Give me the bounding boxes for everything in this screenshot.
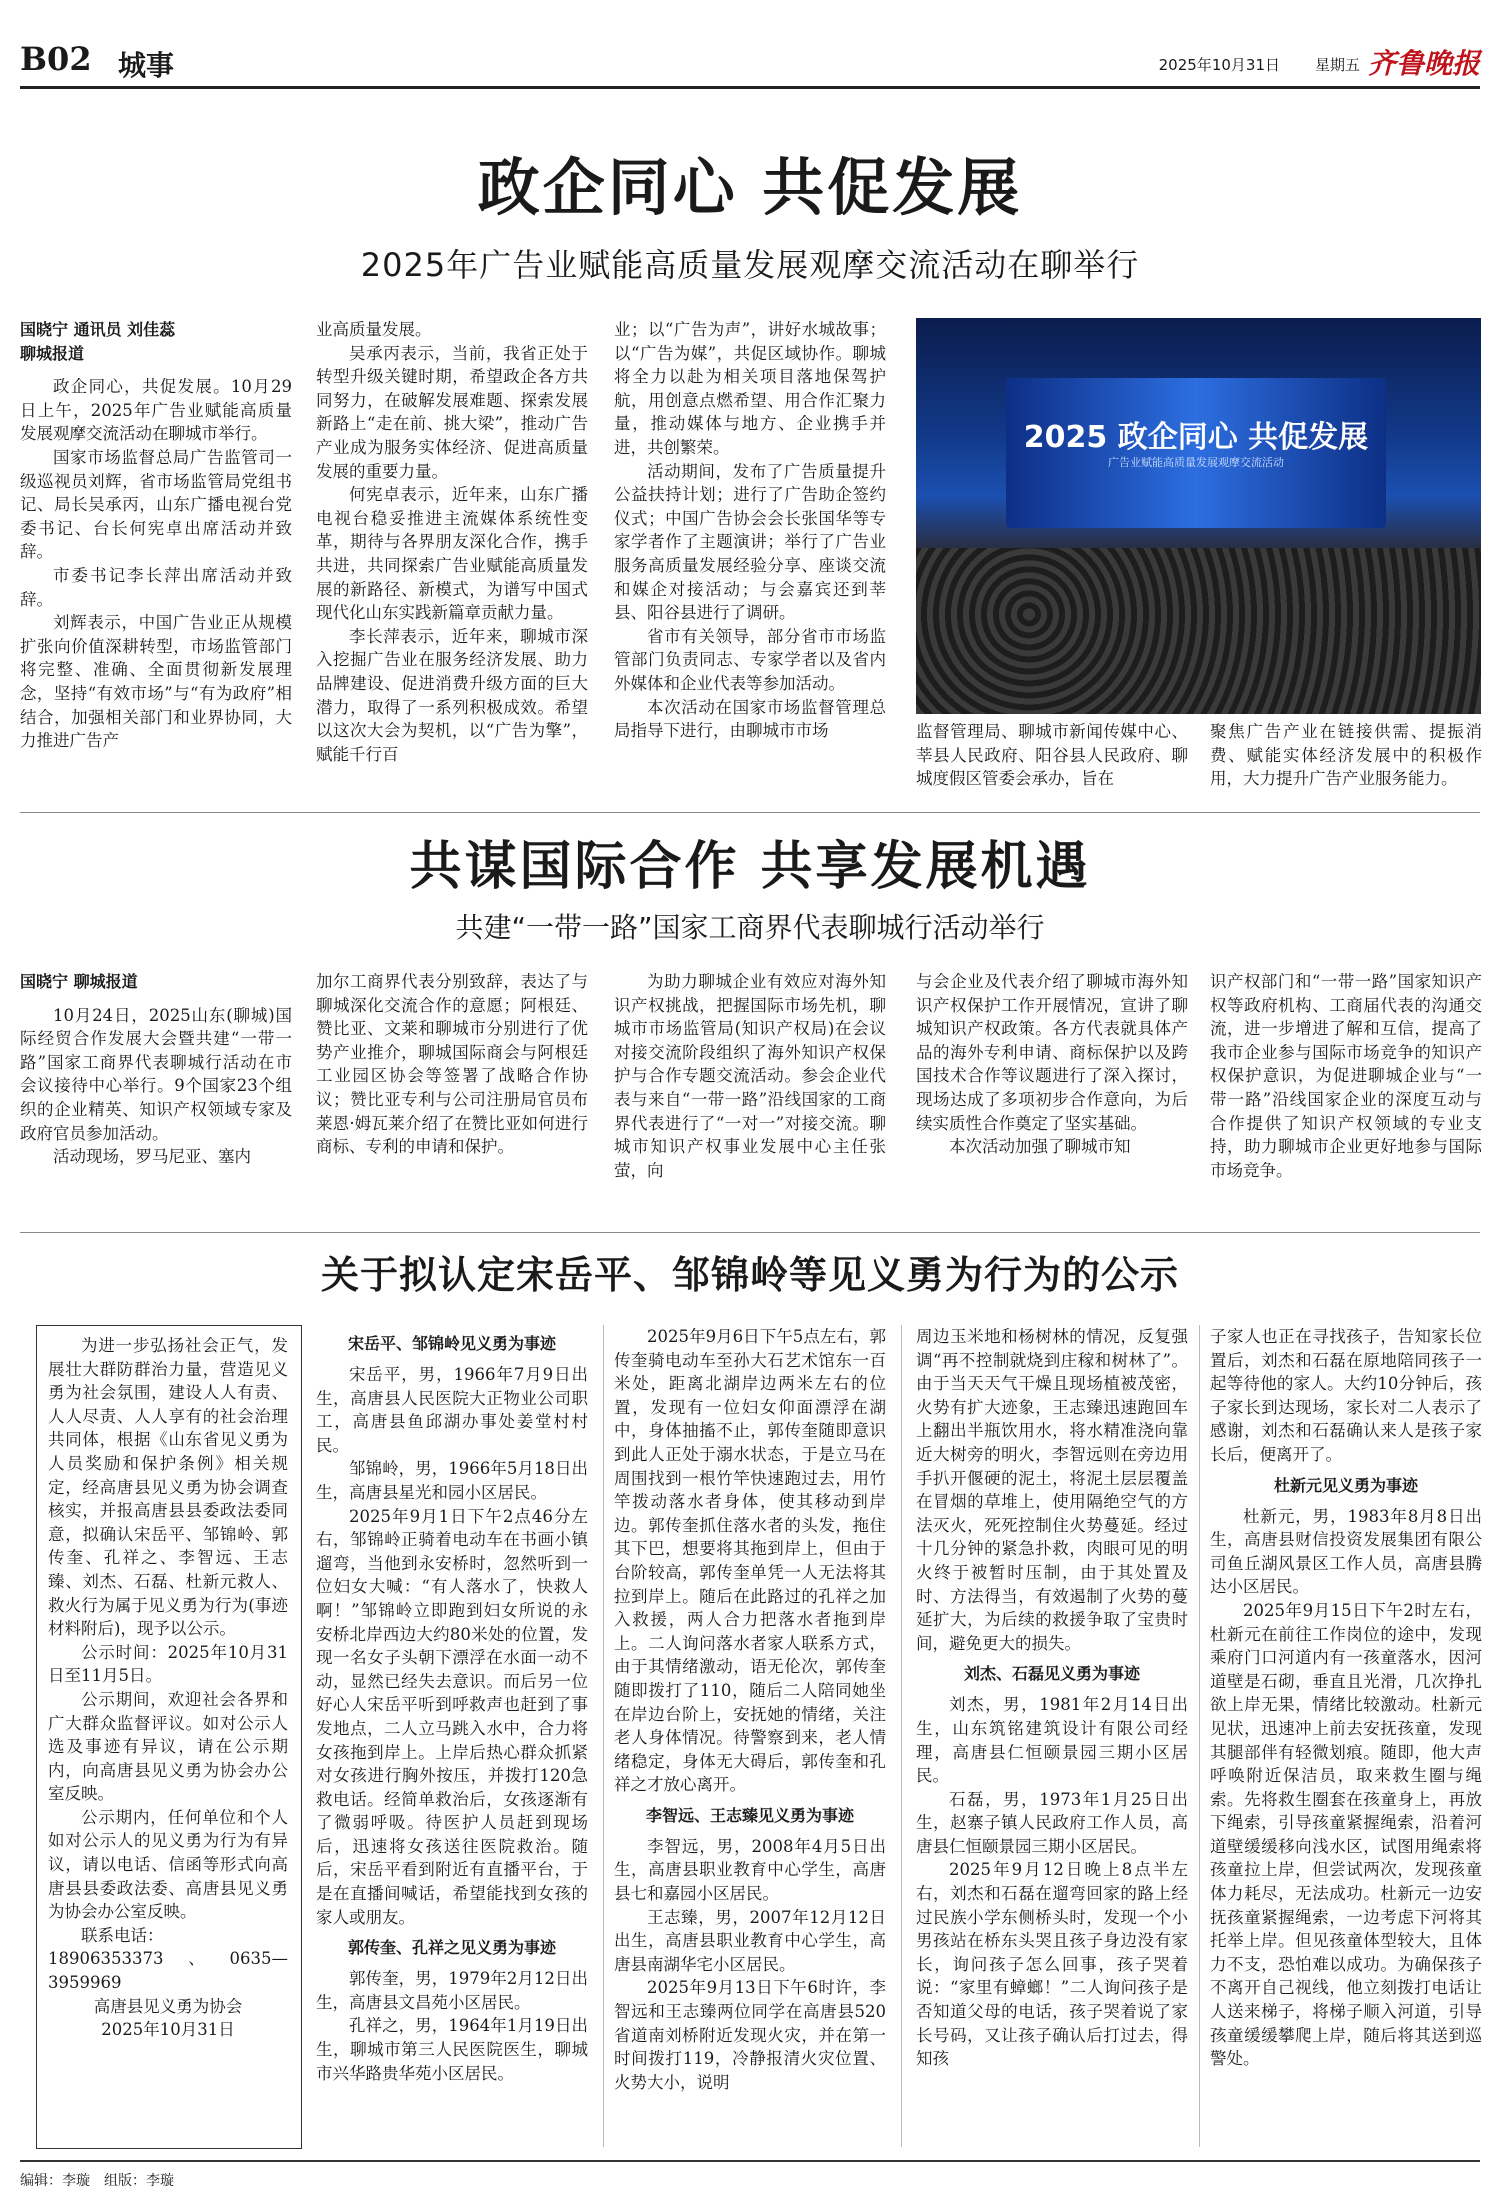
paragraph: 子家人也正在寻找孩子，告知家长位置后，刘杰和石磊在原地陪同孩子一起等待他的家人。大约10分钟后，孩子家长到达现场，家长对二人表示了感谢，刘杰和石磊确认来人是孩子家长后，便离开了。 (1210, 1327, 1482, 1464)
contact-label: 联系电话： (81, 1925, 164, 1945)
paragraph: 政企同心，共促发展。10月29日上午，2025年广告业赋能高质量发展观摩交流活动在聊城市举行。 (20, 377, 292, 444)
paragraph: 何宪卓表示，近年来，山东广播电视台稳妥推进主流媒体系统性变革，期待与各界朋友深化合作，携手共进，共同探索广告业赋能高质量发展的新路径、新模式，为谱写中国式现代化山东实践新篇章贡献力量。 (316, 485, 588, 623)
article1-column-1 (20, 318, 292, 796)
paragraph: 国家市场监督总局广告监管司一级巡视员刘辉，省市场监管局党组书记、局长吴承丙，山东广播电视台党委书记、台长何宪卓出席活动并致辞。 (20, 447, 292, 562)
article3-column-3 (614, 1325, 886, 2147)
paragraph: 活动现场，罗马尼亚、塞内 (53, 1147, 251, 1167)
paragraph: 孔祥之，男，1964年1月19日出生，聊城市第三人民医院医生，聊城市兴华路贵华苑小区居民。 (316, 2016, 588, 2083)
article2-column-4 (916, 970, 1188, 1220)
paragraph: 李智远，男，2008年4月5日出生，高唐县职业教育中心学生，高唐县七和嘉园小区居民。 (614, 1836, 886, 1904)
paragraph: 石磊，男，1973年1月25日出生，赵寨子镇人民政府工作人员，高唐县仁恒颐景园三期小区居民。 (916, 1789, 1188, 1856)
article2-column-5 (1210, 970, 1482, 1220)
divider (20, 812, 1480, 813)
paragraph: 2025年9月6日下午5点左右，郭传奎骑电动车至孙大石艺术馆东一百米处，距离北湖岸边两米左右的位置，发现有一位妇女仰面漂浮在湖中，身体抽搐不止，郭传奎随即意识到此人正处于溺水状态，于是立马在周围找到一根竹竿快速跑过去，用竹竿拨动落水者身体，使其移动到岸边。郭传奎抓住落水者的头发，拖住其下巴，想要将其拖到岸上，但由于台阶较高，郭传奎单凭一人无法将其拉到岸上。随后在此路过的孔祥之加入救援，两人合力把落水者拖到岸上。二人询问落水者家人联系方式，由于其情绪激动，语无伦次，郭传奎随即拨打了110，随后二人陪同她坐在岸边台阶上，安抚她的情绪，关注老人身体情况。待警察到来，老人情绪稳定，身体无大碍后，郭传奎和孔祥之才放心离开。 (614, 1327, 886, 1795)
stage-screen-title: 2025 政企同心 共促发展 (1023, 420, 1369, 455)
article3-column-5 (1210, 1325, 1482, 2147)
stage-screen-subtitle: 广告业赋能高质量发展观摩交流活动 (1108, 456, 1284, 469)
article2-column-3 (614, 970, 886, 1220)
divider (20, 1232, 1480, 1233)
conference-photo (916, 318, 1481, 714)
paragraph: 监督管理局、聊城市新闻传媒中心、莘县人民政府、阳谷县人民政府、聊城度假区管委会承办，旨在 (916, 722, 1188, 789)
paragraph: 李长萍表示，近年来，聊城市深入挖掘广告业在服务经济发展、助力品牌建设、促进消费升级方面的巨大潜力，取得了一系列积极成效。希望以这次大会为契机，以“广告为擎”，赋能千行百 (316, 626, 588, 764)
paragraph: 与会企业及代表介绍了聊城市海外知识产权保护工作开展情况，宣讲了聊城知识产权政策。各方代表就具体产品的海外专利申请、商标保护以及跨国技术合作等议题进行了深入探讨，现场达成了多项初步合作意向，为后续实质性合作奠定了坚实基础。 (916, 972, 1188, 1133)
paragraph: 2025年9月15日下午2时左右，杜新元在前往工作岗位的途中，发现乘府门口河道内有一孩童落水，因河道壁是石砌，垂直且光滑，几次挣扎欲上岸无果，情绪比较激动。杜新元见状，迅速冲上前去安抚孩童，发现其腿部伴有轻微划痕。随即，他大声呼唤附近保洁员，取来救生圈与绳索。先将救生圈套在孩童身上，再放下绳索，引导孩童紧握绳索，沿着河道壁缓缓移向浅水区，试图用绳索将孩童拉上岸，但尝试两次，发现孩童体力耗尽，无法成功。杜新元一边安抚孩童紧握绳索，一边考虑下河将其托举上岸。但见孩童体型较大，且体力不支，恐怕难以成功。为确保孩子不离开自己视线，他立刻拨打电话让人送来梯子，将梯子顺入河道，引导孩童缓缓攀爬上岸，随后将其送到巡警处。 (1210, 1600, 1482, 2069)
issue-weekday: 星期五 (1314, 56, 1360, 74)
paragraph: 王志臻，男，2007年12月12日出生，高唐县职业教育中心学生，高唐县南湖华宅小区居民。 (614, 1907, 886, 1974)
stage-screen (1006, 378, 1386, 528)
article1-column-4 (916, 720, 1188, 796)
paragraph: 2025年9月1日下午2点46分左右，邹锦岭正骑着电动车在书画小镇遛弯，当他到永安桥时，忽然听到一位妇女大喊：“有人落水了，快救人啊！”邹锦岭立即跑到妇女所说的永安桥北岸西边大约80米处的位置，发现一名女子头朝下漂浮在水面一动不动，显然已经失去意识。而后另一位好心人宋岳平听到呼救声也赶到了事发地点，二人立马跳入水中，合力将女孩拖到岸上。上岸后热心群众抓紧对女孩进行胸外按压，并拨打120急救电话。经简单救治后，女孩逐渐有了微弱呼吸。待医护人员赶到现场后，迅速将女孩送往医院救治。随后，宋岳平看到附近有直播平台，于是在直播间喊话，希望能找到女孩的家人或朋友。 (316, 1506, 588, 1927)
paragraph: 活动期间，发布了广告质量提升公益扶持计划；进行了广告助企签约仪式；中国广告协会会长张国华等专家学者作了主题演讲；举行了广告业服务高质量发展经验分享、座谈交流和媒企对接活动；与会嘉宾还到莘县、阳谷县进行了调研。 (614, 461, 886, 623)
paragraph: 聚焦广告产业在链接供需、提振消费、赋能实体经济发展中的积极作用，大力提升广告产业服务能力。 (1210, 722, 1482, 789)
article2-column-2 (316, 970, 588, 1220)
column-divider (901, 1325, 902, 2147)
article1-title: 政企同心 共促发展 (477, 151, 1023, 224)
article1-column-2 (316, 318, 588, 796)
paragraph: 公示期间，欢迎社会各界和广大群众监督评议。如对公示人选及事迹有异议，请在公示期内，向高唐县见义勇为协会办公室反映。 (48, 1689, 288, 1804)
issue-date: 2025年10月31日 (1158, 56, 1280, 74)
page-number: B02 (20, 40, 92, 78)
paragraph: 省市有关领导，部分省市市场监管部门负责同志、专家学者以及省内外媒体和企业代表等参加活动。 (614, 626, 886, 693)
paragraph: 吴承丙表示，当前，我省正处于转型升级关键时期，希望政企各方共同努力，在破解发展难题、探索发展新路上“走在前、挑大梁”，推动广告产业成为服务实体经济、促进高质量发展的重要力量。 (316, 343, 588, 481)
article3-title: 关于拟认定宋岳平、邹锦岭等见义勇为行为的公示 (320, 1252, 1179, 1297)
article1-subtitle: 2025年广告业赋能高质量发展观摩交流活动在聊举行 (360, 246, 1140, 284)
subheading: 郭传奎、孔祥之见义勇为事迹 (347, 1938, 556, 1958)
notice-text (48, 1334, 288, 2140)
paragraph: 刘杰，男，1981年2月14日出生，山东筑铭建筑设计有限公司经理，高唐县仁恒颐景园三期小区居民。 (916, 1695, 1188, 1786)
column-divider (1199, 1325, 1200, 2147)
footer-rule (20, 2160, 1480, 2162)
paragraph: 为进一步弘扬社会正气，发展壮大群防群治力量，营造见义勇为社会氛围，建设人人有责、人人尽责、人人享有的社会治理共同体，根据《山东省见义勇为人员奖励和保护条例》相关规定，经高唐县见义勇为协会调查核实，并报高唐县县委政法委同意，拟确认宋岳平、邹锦岭、郭传奎、孔祥之、李智远、王志臻、刘杰、石磊、杜新元救人、救火行为属于见义勇为行为(事迹材料附后)，现予以公示。 (48, 1336, 288, 1639)
paragraph: 邹锦岭，男，1966年5月18日出生，高唐县星光和园小区居民。 (316, 1459, 588, 1502)
article1-byline-location: 聊城报道 (20, 343, 85, 363)
subheading: 李智远、王志臻见义勇为事迹 (645, 1805, 854, 1825)
subheading: 杜新元见义勇为事迹 (1273, 1475, 1418, 1495)
newspaper-logo: 齐鲁晚报 (1367, 47, 1480, 80)
article2-column-1 (20, 970, 292, 1220)
article3-column-2 (316, 1325, 588, 2147)
paragraph: 业；以“广告为声”，讲好水城故事；以“广告为媒”，共促区域协作。聊城将全力以赴为相关项目落地保驾护航，用创意点燃希望、用合作汇聚力量，推动媒体与地方、企业携手并进，共创繁荣。 (614, 320, 886, 457)
paragraph: 杜新元，男，1983年8月8日出生，高唐县财信投资发展集团有限公司鱼丘湖风景区工作人员，高唐县腾达小区居民。 (1210, 1506, 1482, 1597)
paragraph: 刘辉表示，中国广告业正从规模扩张向价值深耕转型，市场监管部门将完整、准确、全面贯彻新发展理念，坚持“有效市场”与“有为政府”相结合，加强相关部门和业界协同，大力推进广告产 (20, 613, 292, 751)
paragraph: 10月24日，2025山东(聊城)国际经贸合作发展大会暨共建“一带一路”国家工商界代表聊城行活动在市会议接待中心举行。9个国家23个组织的企业精英、知识产权领域专家及政府官员参加活动。 (20, 1005, 292, 1143)
paragraph: 公示时间：2025年10月31日至11月5日。 (48, 1642, 288, 1686)
article1-column-3 (614, 318, 886, 796)
notice-date: 2025年10月31日 (101, 2020, 235, 2040)
audience-crowd (916, 548, 1481, 714)
column-divider (603, 1325, 604, 2147)
paragraph: 2025年9月12日晚上8点半左右，刘杰和石磊在遛弯回家的路上经过民族小学东侧桥头时，发现一个小男孩站在桥东头哭且孩子身边没有家长，询问孩子怎么回事，孩子哭着说：“家里有蟑螂！”二人询问孩子是否知道父母的电话，孩子哭着说了家长号码，又让孩子确认后打过去，得知孩 (916, 1860, 1188, 2069)
article2-byline: 国晓宁 聊城报道 (20, 972, 138, 991)
paragraph: 宋岳平，男，1966年7月9日出生，高唐县人民医院大正物业公司职工，高唐县鱼邱湖办事处姜堂村村民。 (316, 1365, 588, 1455)
page-header (20, 40, 1480, 89)
paragraph: 识产权部门和“一带一路”国家知识产权等政府机构、工商届代表的沟通交流，进一步增进了解和互信，提高了我市企业参与国际市场竞争的知识产权保护意识，为促进聊城企业与“一带一路”沿线国家企业的深度互动与合作提供了知识产权领域的专业支持，助力聊城市企业更好地参与国际市场竞争。 (1210, 972, 1482, 1180)
article3-column-4 (916, 1325, 1188, 2147)
notice-org: 高唐县见义勇为协会 (93, 1996, 243, 2016)
article1-column-5 (1210, 720, 1482, 796)
paragraph: 周边玉米地和杨树林的情况，反复强调“再不控制就烧到庄稼和树林了”。由于当天天气干燥且现场植被茂密，火势有扩大迹象，王志臻迅速跑回车上翻出半瓶饮用水，将水精准浇向靠近大树旁的明火，李智远则在旁边用手扒开偃硬的泥土，将泥土层层覆盖在冒烟的草堆上，使用隔绝空气的方法灭火，死死控制住火势蔓延。经过十几分钟的紧急扑救，肉眼可见的明火终于被暂时压制，由于其处置及时、方法得当，有效遏制了火势的蔓延扩大，为后续的救援争取了宝贵时间，避免更大的损失。 (916, 1327, 1188, 1653)
paragraph: 公示期内，任何单位和个人如对公示人的见义勇为行为有异议，请以电话、信函等形式向高唐县县委政法委、高唐县见义勇为协会办公室反映。 (48, 1807, 288, 1922)
footer-credits: 编辑：李璇 组版：李璇 (20, 2173, 174, 2189)
paragraph: 业高质量发展。 (316, 320, 432, 339)
subheading: 宋岳平、邹锦岭见义勇为事迹 (347, 1334, 556, 1353)
article2-title: 共谋国际合作 共享发展机遇 (409, 836, 1091, 897)
article1-byline: 国晓宁 通讯员 刘佳蕊 (20, 320, 176, 339)
paragraph: 为助力聊城企业有效应对海外知识产权挑战，把握国际市场先机，聊城市市场监管局(知识产权局)在会议对接交流阶段组织了海外知识产权保护与合作专题交流活动。参会企业代表与来自“一带一路”沿线国家的工商界代表进行了“一对一”对接交流。聊城市知识产权事业发展中心主任张萤，向 (614, 972, 886, 1180)
article2-subtitle: 共建“一带一路”国家工商界代表聊城行活动举行 (455, 911, 1045, 944)
paragraph: 2025年9月13日下午6时许，李智远和王志臻两位同学在高唐县520省道南刘桥附近发现火灾，并在第一时间拨打119，冷静报清火灾位置、火势大小，说明 (614, 1978, 886, 2092)
paragraph: 郭传奎，男，1979年2月12日出生，高唐县文昌苑小区居民。 (316, 1969, 588, 2012)
paragraph: 本次活动在国家市场监督管理总局指导下进行，由聊城市市场 (614, 697, 886, 741)
paragraph: 本次活动加强了聊城市知 (949, 1137, 1131, 1157)
paragraph: 加尔工商界代表分别致辞，表达了与聊城深化交流合作的意愿；阿根廷、赞比亚、文莱和聊城市分别进行了优势产业推介，聊城国际商会与阿根廷工业园区协会等签署了战略合作协议；赞比亚专利与公司注册局官员布莱恩·姆瓦莱介绍了在赞比亚如何进行商标、专利的申请和保护。 (316, 972, 588, 1157)
section-name: 城事 (118, 49, 175, 82)
subheading: 刘杰、石磊见义勇为事迹 (963, 1664, 1140, 1684)
paragraph: 市委书记李长萍出席活动并致辞。 (20, 565, 292, 609)
contact-phone: 18906353373、0635—3959969 (48, 1949, 288, 1993)
